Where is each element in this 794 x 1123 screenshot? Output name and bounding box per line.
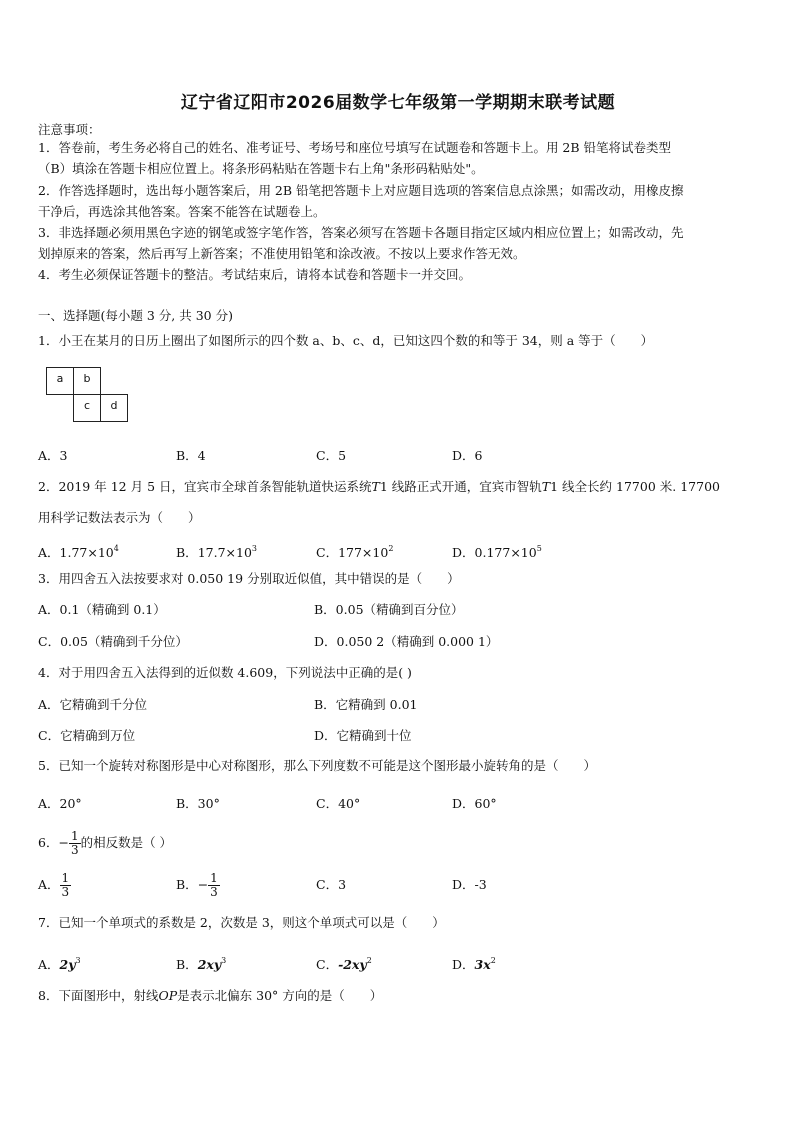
q6-stem [38, 828, 172, 858]
q6-option-b: B．− $\frac{1}{3}$ [176, 871, 218, 899]
q1-option-c: C．5 [316, 448, 347, 463]
q8-stem [38, 988, 382, 1004]
q6-option-d: D．-3 [452, 877, 487, 892]
note-1a: 1．答卷前，考生务必将自己的姓名、准考证号、考场号和座位号填写在试题卷和答题卡上。用 2B 铅笔将试卷类型 [38, 140, 672, 155]
cell-c: c [73, 394, 101, 422]
q5-option-b: B．30° [176, 796, 220, 811]
notes-label: 注意事项： [38, 122, 101, 137]
q3-option-c: C．0.05（精确到千分位） [38, 634, 188, 649]
q2-option-b: B．$17.7\times 10^3$ [176, 544, 257, 560]
q6-option-a: A． $\frac{1}{3}$ [38, 871, 70, 899]
q2-stem [38, 479, 720, 495]
q3-option-b: B．0.05（精确到百分位） [314, 602, 464, 617]
q7-option-c: C．$-2xy^2$ [316, 956, 372, 972]
q2-option-a: A．$1.77\times 10^4$ [38, 544, 119, 560]
q7-option-a: A．$2y^3$ [38, 956, 81, 972]
q8-var: OP [158, 988, 178, 1003]
q5-option-a: A．20° [38, 796, 82, 811]
q1-stem: 1．小王在某月的日历上圈出了如图所示的四个数 a、b、c、d，已知这四个数的和等于 34，则 a 等于（ ） [38, 333, 654, 348]
q1-option-a: A．3 [38, 448, 68, 463]
note-4: 4．考生必须保证答题卡的整洁。考试结束后，请将本试卷和答题卡一并交回。 [38, 267, 471, 282]
calendar-figure [46, 367, 136, 427]
cell-b: b [73, 367, 101, 395]
q2-option-d: D．$0.177\times 10^5$ [452, 544, 542, 560]
page-title: 辽宁省辽阳市2026届数学七年级第一学期期末联考试题 [180, 93, 616, 113]
section-heading: 一、选择题(每小题 3 分, 共 30 分) [38, 308, 233, 323]
q6-prefix: 6． [38, 835, 59, 850]
q5-option-d: D．60° [452, 796, 497, 811]
cell-d: d [100, 394, 128, 422]
note-2b: 干净后，再选涂其他答案。答案不能答在试题卷上。 [38, 204, 326, 219]
q3-option-a: A．0.1（精确到 0.1） [38, 602, 166, 617]
q8-stem-b: 是表示北偏东 30° 方向的是（ ） [177, 988, 383, 1003]
q4-option-a: A．它精确到千分位 [38, 697, 148, 712]
q6-option-c: C．3 [316, 877, 347, 892]
q4-option-c: C．它精确到万位 [38, 728, 136, 743]
q4-stem: 4．对于用四舍五入法得到的近似数 4.609，下列说法中正确的是( ) [38, 665, 412, 680]
cell-a: a [46, 367, 74, 395]
q6-fraction: $\frac{1}{3}$ [70, 829, 79, 857]
q4-option-b: B．它精确到 0.01 [314, 697, 418, 712]
q1-option-b: B．4 [176, 448, 206, 463]
q2-var: T [371, 479, 380, 494]
note-3b: 划掉原来的答案，然后再写上新答案；不准使用铅笔和涂改液。不按以上要求作答无效。 [38, 246, 526, 261]
q3-stem: 3．用四舍五入法按要求对 0.050 19 分别取近似值，其中错误的是（ ） [38, 571, 460, 586]
q2-var2: T [541, 479, 551, 494]
q2-option-c: C．$177\times 10^2$ [316, 544, 394, 560]
q5-stem: 5．已知一个旋转对称图形是中心对称图形，那么下列度数不可能是这个图形最小旋转角的是（ ） [38, 758, 596, 773]
q2-stem-b: 1 线路正式开通，宜宾市智轨 [379, 479, 542, 494]
q3-options-row1 [38, 601, 758, 619]
q2-options [38, 540, 758, 558]
q4-options-row2 [38, 727, 758, 745]
note-3a: 3．非选择题必须用黑色字迹的钢笔或签字笔作答，答案必须写在答题卡各题目指定区域内相应位置上；如需改动，先 [38, 225, 684, 240]
q7-option-d: D．$3x^2$ [452, 956, 496, 972]
q2-stem2: 用科学记数法表示为（ ） [38, 510, 201, 525]
q2-stem-a: 2．2019 年 12 月 5 日，宜宾市全球首条智能轨道快运系统 [38, 479, 372, 494]
q6-suffix: 的相反数是（ ） [80, 835, 173, 850]
q6-sign: − [58, 835, 69, 850]
q2-stem-c: 1 线全长约 17700 米. 17700 [550, 479, 720, 494]
q1-options [38, 447, 758, 465]
q5-options [38, 795, 758, 813]
q7-options [38, 952, 758, 970]
note-1b: （B）填涂在答题卡相应位置上。将条形码粘贴在答题卡右上角"条形码粘贴处"。 [38, 161, 484, 176]
q3-option-d: D．0.050 2（精确到 0.000 1） [314, 634, 499, 649]
q7-stem: 7．已知一个单项式的系数是 2，次数是 3，则这个单项式可以是（ ） [38, 915, 445, 930]
q6-options [38, 870, 758, 902]
note-2a: 2．作答选择题时，选出每小题答案后，用 2B 铅笔把答题卡上对应题目选项的答案信息点涂黑；如需改动，用橡皮擦 [38, 183, 684, 198]
q5-option-c: C．40° [316, 796, 361, 811]
q4-option-d: D．它精确到十位 [314, 728, 412, 743]
q8-stem-a: 8．下面图形中，射线 [38, 988, 159, 1003]
q7-option-b: B．$2xy^3$ [176, 956, 227, 972]
q1-option-d: D．6 [452, 448, 483, 463]
q3-options-row2 [38, 633, 758, 651]
q4-options-row1 [38, 696, 758, 714]
